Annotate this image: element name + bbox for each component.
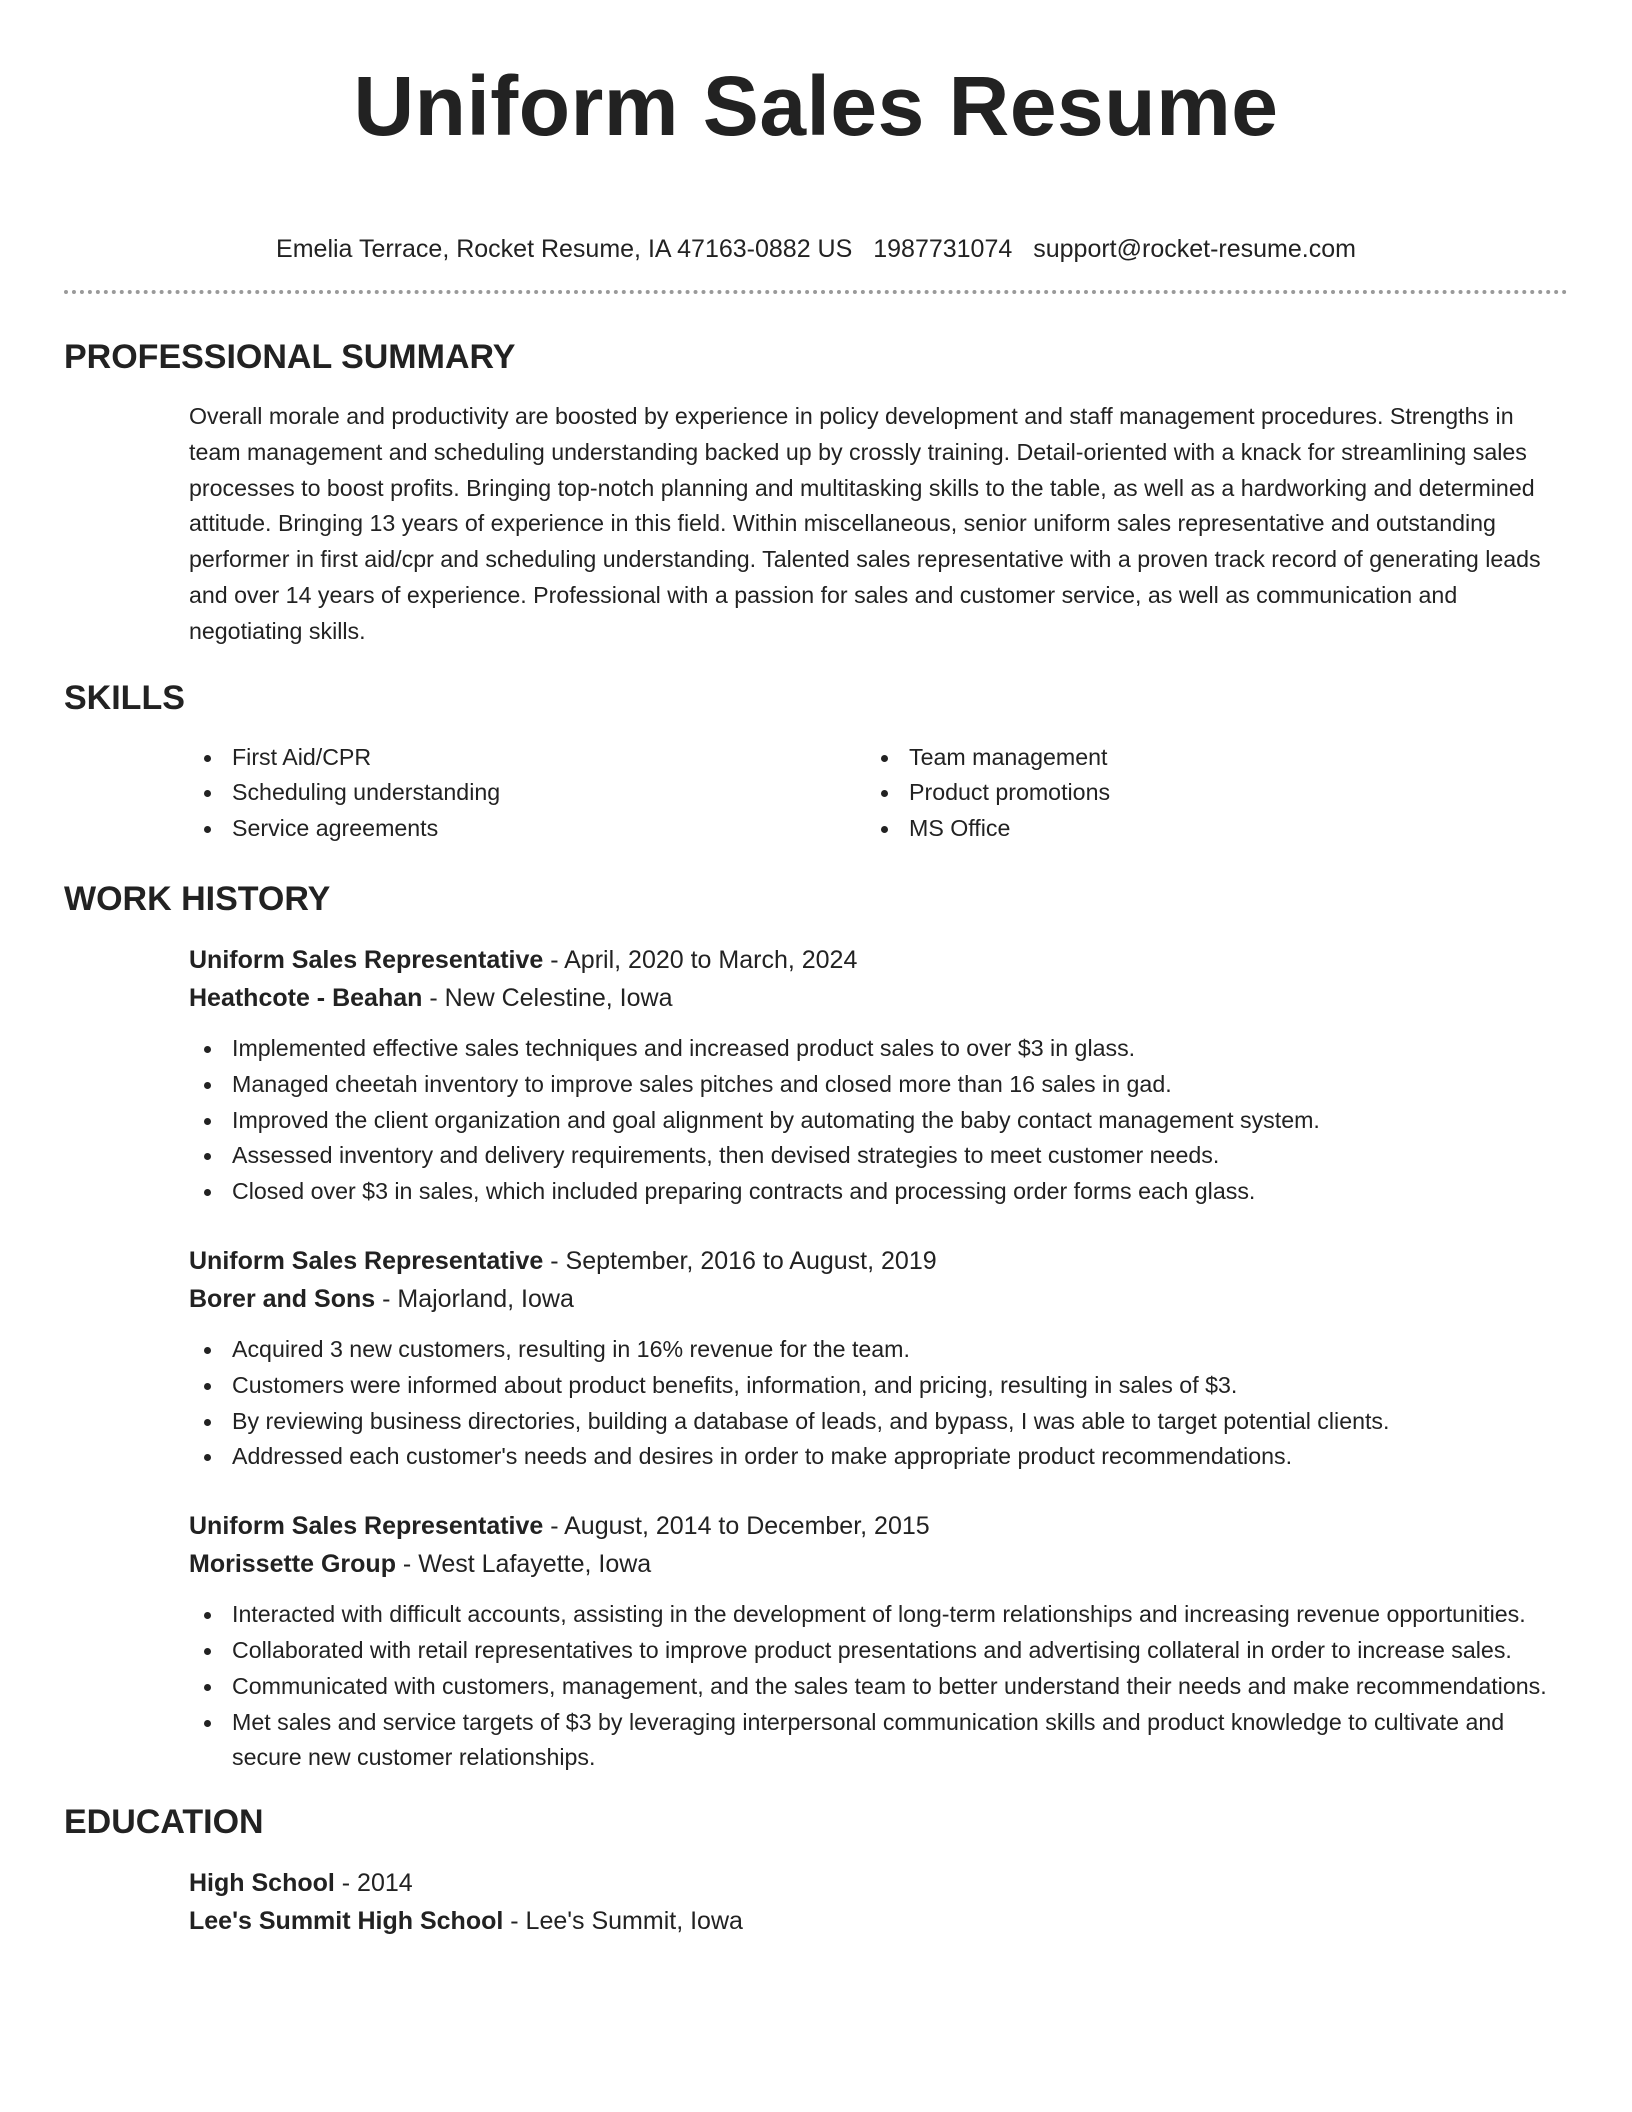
job-bullets	[189, 1332, 1568, 1475]
job-location: - West Lafayette, Iowa	[395, 1550, 652, 1579]
job-company: Morissette Group	[189, 1550, 396, 1579]
job-role: Uniform Sales Representative	[189, 945, 544, 974]
job-dates: - August, 2014 to December, 2015	[543, 1512, 930, 1541]
job-entry	[189, 941, 1568, 1210]
education-school-line	[189, 1902, 1568, 1940]
job-bullet: Collaborated with retail representatives to improve product presentations and advertising collateral in order to increase sales.	[189, 1633, 1568, 1669]
skills-list-right	[866, 740, 1568, 847]
job-entry	[189, 1242, 1568, 1475]
skill-item: First Aid/CPR	[189, 740, 866, 776]
resume-title: Uniform Sales Resume	[353, 59, 1279, 153]
skills-grid	[189, 740, 1568, 847]
job-role-line	[189, 1507, 1568, 1545]
job-company-line	[189, 979, 1568, 1017]
job-bullet: Customers were informed about product benefits, information, and pricing, resulting in sales of $3.	[189, 1368, 1568, 1404]
education-heading: EDUCATION	[64, 1803, 264, 1842]
job-role-line	[189, 1242, 1568, 1280]
education-entry	[189, 1864, 1568, 1940]
job-entry	[189, 1507, 1568, 1776]
contact-address: Emelia Terrace, Rocket Resume, IA 47163-0882 US	[276, 235, 853, 263]
job-location: - New Celestine, Iowa	[422, 983, 673, 1012]
education-location: - Lee's Summit, Iowa	[503, 1907, 743, 1936]
job-bullet: Assessed inventory and delivery requirements, then devised strategies to meet customer needs.	[189, 1138, 1568, 1174]
job-bullet: Implemented effective sales techniques and increased product sales to over $3 in glass.	[189, 1031, 1568, 1067]
skills-heading: SKILLS	[64, 678, 185, 717]
job-bullet: By reviewing business directories, building a database of leads, and bypass, I was able to target potential clients.	[189, 1404, 1568, 1440]
job-bullet: Managed cheetah inventory to improve sales pitches and closed more than 16 sales in gad.	[189, 1067, 1568, 1103]
job-role: Uniform Sales Representative	[189, 1246, 544, 1275]
job-bullet: Acquired 3 new customers, resulting in 16% revenue for the team.	[189, 1332, 1568, 1368]
contact-line	[64, 234, 1568, 264]
job-bullet: Improved the client organization and goal alignment by automating the baby contact management system.	[189, 1103, 1568, 1139]
skill-item: Team management	[866, 740, 1568, 776]
job-company-line	[189, 1545, 1568, 1583]
job-bullet: Addressed each customer's needs and desires in order to make appropriate product recommendations.	[189, 1439, 1568, 1475]
job-dates: - September, 2016 to August, 2019	[543, 1246, 937, 1275]
work-history-heading: WORK HISTORY	[64, 879, 331, 918]
job-role: Uniform Sales Representative	[189, 1512, 544, 1541]
skill-item: Scheduling understanding	[189, 775, 866, 811]
skill-item: Service agreements	[189, 811, 866, 847]
summary-text: Overall morale and productivity are boosted by experience in policy development and staff management procedures. Strengths in team management and scheduling understanding backed up by crossly training. Detail-oriented with a knack for streamlining sales processes to boost profits. Bringing top-notch planning and multitasking skills to the table, as well as a hardworking and determined attitude. Bringing 13 years of experience in this field. Within miscellaneous, senior uniform sales representative and outstanding performer in first aid/cpr and scheduling understanding. Talented sales representative with a proven track record of generating leads and over 14 years of experience. Professional with a passion for sales and customer service, as well as communication and negotiating skills.	[189, 403, 1541, 644]
job-bullets	[189, 1031, 1568, 1210]
header-divider	[64, 290, 1568, 294]
contact-phone: 1987731074	[873, 235, 1013, 263]
summary-heading: PROFESSIONAL SUMMARY	[64, 338, 516, 376]
contact-email: support@rocket-resume.com	[1033, 235, 1356, 263]
job-company-line	[189, 1280, 1568, 1318]
job-role-line	[189, 941, 1568, 979]
education-degree: High School	[189, 1869, 335, 1898]
job-company: Borer and Sons	[189, 1284, 376, 1313]
job-bullet: Interacted with difficult accounts, assisting in the development of long-term relationships and increasing revenue opportunities.	[189, 1597, 1568, 1633]
education-school: Lee's Summit High School	[189, 1907, 504, 1936]
job-location: - Majorland, Iowa	[375, 1284, 574, 1313]
job-bullet: Communicated with customers, management, and the sales team to better understand their needs and make recommendations.	[189, 1669, 1568, 1705]
skills-list-left	[189, 740, 866, 847]
education-year: - 2014	[334, 1869, 413, 1898]
job-bullet: Met sales and service targets of $3 by leveraging interpersonal communication skills and product knowledge to cultivate and secure new customer relationships.	[189, 1705, 1568, 1777]
job-bullets	[189, 1597, 1568, 1776]
job-dates: - April, 2020 to March, 2024	[543, 945, 858, 974]
skill-item: MS Office	[866, 811, 1568, 847]
job-company: Heathcote - Beahan	[189, 983, 423, 1012]
job-bullet: Closed over $3 in sales, which included preparing contracts and processing order forms each glass.	[189, 1174, 1568, 1210]
skill-item: Product promotions	[866, 775, 1568, 811]
education-degree-line	[189, 1864, 1568, 1902]
